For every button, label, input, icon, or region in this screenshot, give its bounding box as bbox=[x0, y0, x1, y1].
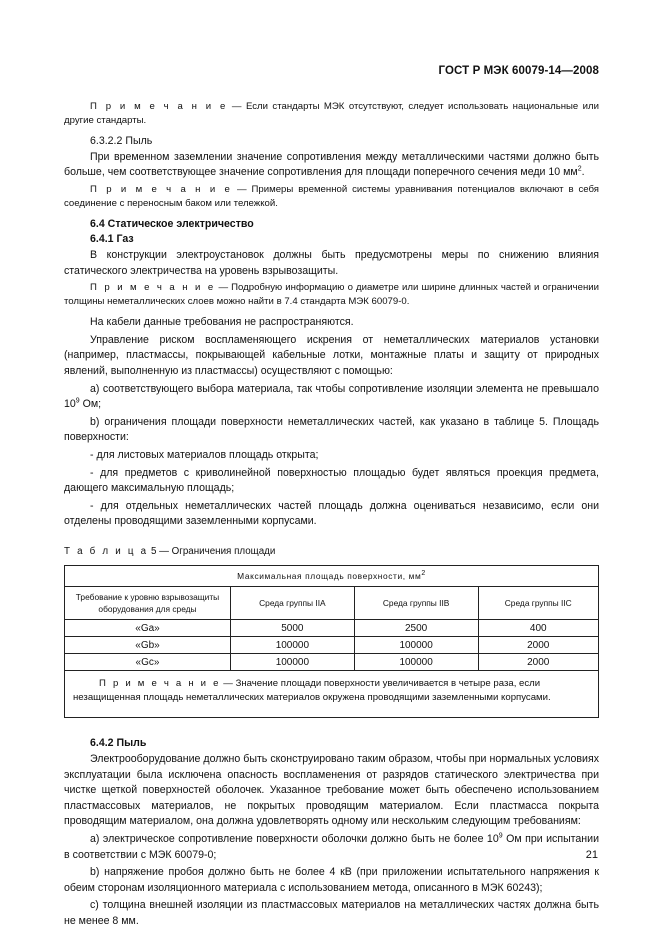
page-header: ГОСТ Р МЭК 60079-14—2008 bbox=[438, 65, 599, 77]
table-cell: 2500 bbox=[354, 620, 478, 637]
superscript: 9 bbox=[75, 397, 80, 405]
list-item-text-end: Ом при испытании в соответствии с МЭК 60079-0; bbox=[64, 833, 599, 861]
table-caption-label: Т а б л и ц а bbox=[64, 545, 149, 557]
list-item-a bbox=[64, 382, 599, 413]
table-cell: 100000 bbox=[354, 654, 478, 671]
section-6-4-1-heading: 6.4.1 Газ bbox=[90, 233, 134, 246]
list-item-b: b) ограничения площади поверхности неметаллических частей, как указано в таблице 5. Площадь поверхности: bbox=[64, 415, 599, 444]
dash-item-1: - для листовых материалов площадь открыта; bbox=[90, 448, 319, 461]
paragraph-6-3-2-2 bbox=[64, 150, 599, 181]
section-6-4-heading: 6.4 Статическое электричество bbox=[90, 217, 254, 230]
note-label: П р и м е ч а н и е bbox=[90, 101, 228, 112]
table-header-max-area bbox=[65, 566, 599, 587]
list-item-text: а) электрическое сопротивление поверхности оболочки должно быть не более 10 bbox=[90, 833, 499, 846]
paragraph-6-4-2: Электрооборудование должно быть сконструировано таким образом, чтобы при нормальных условиях эксплуатации была исключена опасность воспламенения от разрядов статического электричества при чистке щеткой поверхностей оболочек. Указанное требование может быть обеспечено использованием пластмассовых материалов, не покрытых проводящим материалом. Если пластмасса покрыта проводящим материалом, она должна удовлетворять одному или нескольким следующим требованиям: bbox=[64, 753, 599, 828]
note-paragraph bbox=[64, 100, 599, 128]
paragraph-6-4-1: В конструкции электроустановок должны быть предусмотрены меры по снижению влияния статического электричества на уровень взрывозащиты. bbox=[64, 248, 599, 277]
table-cell: «Gc» bbox=[65, 654, 231, 671]
list-item-b-dust: b) напряжение пробоя должно быть не более 4 кВ (при приложении испытательного напряжения к обеим сторонам изоляционного материала с использованием метода, описанного в МЭК 60243); bbox=[64, 866, 599, 894]
table-note bbox=[65, 671, 599, 718]
list-item-a-dust bbox=[64, 832, 599, 863]
note-label: П р и м е ч а н и е bbox=[99, 678, 221, 690]
section-6-4-2-heading: 6.4.2 Пыль bbox=[90, 737, 147, 750]
table-column-header: Среда группы IIB bbox=[354, 587, 478, 620]
note-paragraph bbox=[64, 281, 599, 309]
dash-item-2: - для предметов с криволинейной поверхностью площадью будет являться проекция предмета, дающего максимальную площадь; bbox=[64, 466, 599, 495]
paragraph-text: При временном заземлении значение сопротивления между металлическими частями должно быть больше, чем соответствующее значение сопротивления для площади поперечного сечения меди 10 мм bbox=[64, 150, 599, 179]
table-cell: 100000 bbox=[354, 637, 478, 654]
header-text: Максимальная площадь поверхности, мм bbox=[237, 570, 422, 581]
note-label: П р и м е ч а н и е bbox=[90, 183, 233, 195]
section-6-3-2-2-heading: 6.3.2.2 Пыль bbox=[90, 135, 153, 147]
table-cell: 5000 bbox=[231, 620, 355, 637]
dash-item-3: - для отдельных неметаллических частей площадь должна оцениваться независимо, если они отделены проводящими заземленными корпусами. bbox=[64, 499, 599, 528]
table-cell: 100000 bbox=[231, 654, 355, 671]
table-caption-text: 5 — Ограничения площади bbox=[148, 545, 276, 557]
table-cell: 400 bbox=[478, 620, 599, 637]
table-column-header: Среда группы IIA bbox=[231, 587, 355, 620]
table-row bbox=[65, 654, 599, 671]
page-content bbox=[64, 98, 599, 932]
table-column-header: Среда группы IIC bbox=[478, 587, 599, 620]
superscript: 2 bbox=[577, 165, 582, 173]
superscript: 9 bbox=[498, 832, 503, 840]
table-cell: 2000 bbox=[478, 637, 599, 654]
note-text: — Если стандарты МЭК отсутствуют, следует использовать национальные или другие стандарты. bbox=[64, 101, 599, 126]
note-paragraph bbox=[64, 183, 599, 211]
table-row bbox=[65, 637, 599, 654]
table-caption bbox=[64, 544, 599, 560]
paragraph-risk-management: Управление риском воспламеняющего искрения от неметаллических материалов установки (например, пластмассы, покрывающей кабельные лотки, монтажные платы и защиту от природных явлений, выполненную из пластмассы) осуществляют с помощью: bbox=[64, 333, 599, 377]
note-text: — Примеры временной системы уравнивания потенциалов включают в себя соединение с переносным баком или тележкой. bbox=[64, 183, 599, 209]
note-text: — Значение площади поверхности увеличивается в четыре раза, если незащищенная площадь неметаллических материалов окружена проводящими заземленными корпусами. bbox=[73, 678, 551, 704]
table-cell: 2000 bbox=[478, 654, 599, 671]
page-number: 21 bbox=[585, 849, 598, 861]
list-item-c-dust: с) толщина внешней изоляции из пластмассовых материалов на металлических частях должна быть не менее 8 мм. bbox=[64, 899, 599, 927]
table-cell: «Ga» bbox=[65, 620, 231, 637]
table-row bbox=[65, 620, 599, 637]
list-item-text: а) соответствующего выбора материала, так чтобы сопротивление изоляции элемента не превышало 10 bbox=[64, 382, 599, 411]
area-limits-table bbox=[64, 565, 599, 718]
paragraph-cables: На кабели данные требования не распространяются. bbox=[90, 316, 354, 329]
table-cell: 100000 bbox=[231, 637, 355, 654]
superscript: 2 bbox=[421, 569, 426, 577]
table-column-header: Требование к уровню взрывозащиты оборудования для среды bbox=[65, 587, 231, 620]
note-text: — Подробную информацию о диаметре или ширине длинных частей и ограничении толщины неметаллических слоев можно найти в 7.4 стандарта МЭК 60079-0. bbox=[64, 282, 599, 308]
note-label: П р и м е ч а н и е bbox=[90, 282, 216, 294]
table-cell: «Gb» bbox=[65, 637, 231, 654]
paragraph-text-end: . bbox=[581, 166, 585, 179]
list-item-text-end: Ом; bbox=[79, 398, 102, 411]
